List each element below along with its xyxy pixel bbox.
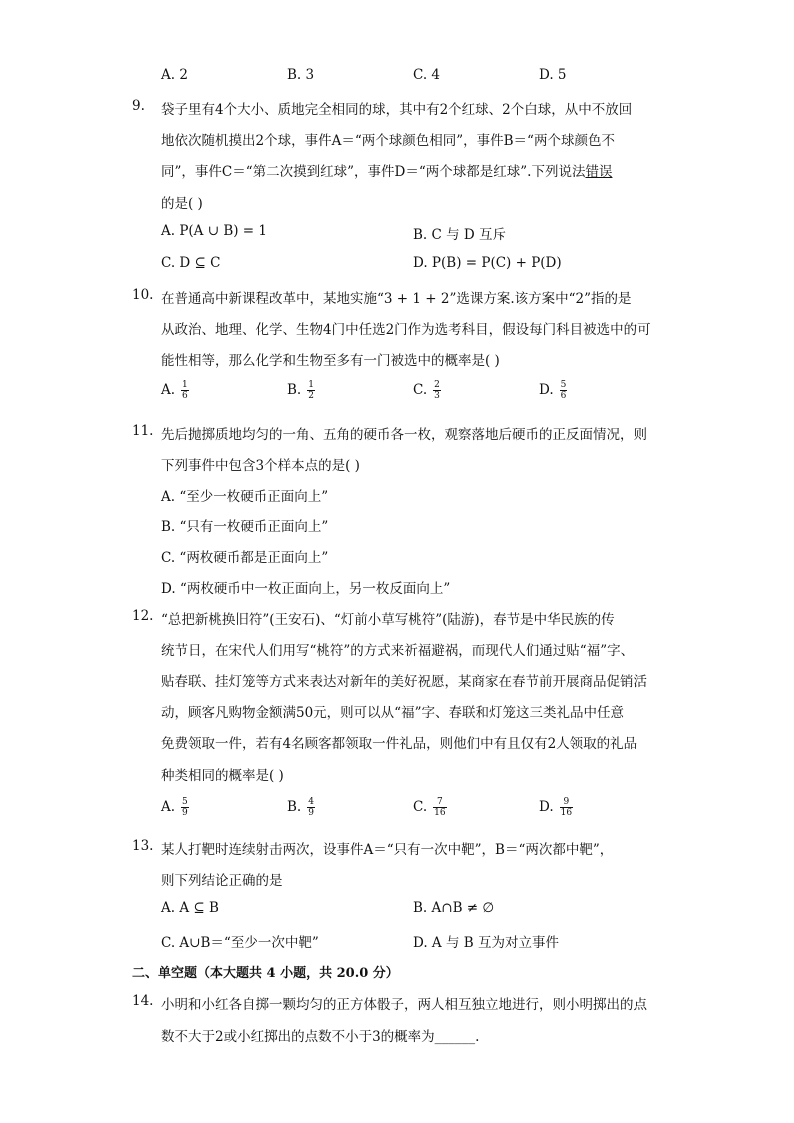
- denominator: 6: [182, 391, 188, 401]
- q11-option-a: A. “至少一枚硬币正面向上”: [161, 489, 329, 505]
- q9-option-d: D. P(B) = P(C) + P(D): [413, 255, 562, 271]
- q12-line-5: 免费领取一件，若有4名顾客都领取一件礼品，则他们中有且仅有2人领取的礼品: [161, 736, 638, 752]
- q9-option-a: A. P(A ∪ B) = 1: [161, 223, 267, 239]
- numerator: 2: [434, 380, 440, 390]
- numerator: 1: [308, 380, 314, 390]
- q13-line-1: 某人打靶时连续射击两次，设事件A＝“只有一次中靶”，B＝“两次都中靶”，: [161, 842, 614, 858]
- q14-line-2: 数不大于2或小红掷出的点数不小于3的概率为______.: [161, 1029, 480, 1045]
- q9-underlined-word: 错误: [585, 164, 613, 180]
- denominator: 3: [434, 391, 440, 401]
- denominator: 6: [560, 391, 567, 401]
- numerator: 5: [560, 380, 567, 390]
- q13-option-b: B. A∩B ≠ ∅: [413, 900, 495, 916]
- q13-line-2: 则下列结论正确的是: [161, 873, 283, 889]
- denominator: 9: [182, 808, 188, 818]
- q9-option-b: B. C 与 D 互斥: [413, 227, 507, 243]
- fraction: [433, 797, 446, 818]
- fraction: [307, 380, 315, 401]
- q8-option-b: B. 3: [287, 67, 315, 83]
- denominator: 9: [308, 808, 314, 818]
- numerator: 5: [182, 797, 188, 807]
- q12-option-c-label: C.: [413, 799, 428, 815]
- q9-option-c: C. D ⊆ C: [161, 255, 221, 271]
- q13-option-c: C. A∪B＝“至少一次中靶”: [161, 935, 319, 951]
- q11-option-c: C. “两枚硬币都是正面向上”: [161, 550, 329, 566]
- q11-line-1: 先后抛掷质地均匀的一角、五角的硬币各一枚，观察落地后硬币的正反面情况，则: [161, 427, 647, 443]
- q12-line-3: 贴春联、挂灯笼等方式来表达对新年的美好祝愿，某商家在春节前开展商品促销活: [161, 674, 647, 690]
- numerator: 9: [563, 797, 570, 807]
- q10-number: 10.: [132, 287, 154, 303]
- numerator: 4: [308, 797, 314, 807]
- denominator: 16: [560, 808, 573, 818]
- q9-line-3: [161, 160, 612, 180]
- section-heading: 二、单空题（本大题共 4 小题，共 20.0 分）: [132, 966, 399, 981]
- q10-option-c: [413, 380, 441, 401]
- fraction: [560, 797, 573, 818]
- q12-option-a: [161, 797, 189, 818]
- q13-number: 13.: [132, 838, 154, 854]
- q11-option-b: B. “只有一枚硬币正面向上”: [161, 519, 329, 535]
- q10-option-d-label: D.: [539, 382, 554, 398]
- q12-option-b-label: B.: [287, 799, 302, 815]
- q12-option-b: [287, 797, 315, 818]
- denominator: 2: [308, 391, 314, 401]
- q13-option-d: D. A 与 B 互为对立事件: [413, 935, 559, 951]
- fraction: [181, 380, 189, 401]
- q10-option-d: [539, 380, 567, 401]
- q10-line-1: 在普通高中新课程改革中，某地实施“3 + 1 + 2”选课方案.该方案中“2”指的是: [161, 291, 632, 307]
- q13-option-a: A. A ⊆ B: [161, 900, 219, 916]
- q12-option-c: [413, 797, 447, 818]
- q10-line-2: 从政治、地理、化学、生物4门中任选2门作为选考科目，假设每门科目被选中的可: [161, 322, 651, 338]
- fraction: [433, 380, 441, 401]
- fraction: [307, 797, 315, 818]
- q11-number: 11.: [132, 423, 154, 439]
- q12-option-d: [539, 797, 573, 818]
- q12-line-4: 动，顾客凡购物金额满50元，则可以从“福”字、春联和灯笼这三类礼品中任意: [161, 705, 624, 721]
- fraction: [181, 797, 189, 818]
- q8-option-c: C. 4: [413, 67, 441, 83]
- q14-line-1: 小明和小红各自掷一颗均匀的正方体骰子，两人相互独立地进行，则小明掷出的点: [161, 997, 647, 1013]
- q12-line-6: 种类相同的概率是( ): [161, 768, 284, 784]
- q14-number: 14.: [132, 993, 154, 1009]
- q11-line-2: 下列事件中包含3个样本点的是( ): [161, 458, 360, 474]
- q10-option-a-label: A.: [161, 382, 176, 398]
- q10-option-a: [161, 380, 189, 401]
- q9-stem-end: 的是( ): [161, 196, 203, 212]
- q9-number: 9.: [132, 98, 145, 114]
- fraction: [560, 380, 568, 401]
- q8-option-d: D. 5: [539, 67, 567, 83]
- q12-option-d-label: D.: [539, 799, 554, 815]
- q10-option-c-label: C.: [413, 382, 428, 398]
- q8-option-a: A. 2: [161, 67, 188, 83]
- numerator: 7: [437, 797, 443, 807]
- q12-number: 12.: [132, 608, 154, 624]
- q12-line-1: “总把新桃换旧符”(王安石)、“灯前小草写桃符”(陆游)，春节是中华民族的传: [161, 612, 615, 628]
- q12-option-a-label: A.: [161, 799, 176, 815]
- q9-line-3-text: 同”，事件C＝“第二次摸到红球”，事件D＝“两个球都是红球”.下列说法: [161, 164, 586, 180]
- q10-line-3: 能性相等，那么化学和生物至多有一门被选中的概率是( ): [161, 353, 500, 369]
- q11-option-d: D. “两枚硬币中一枚正面向上，另一枚反面向上”: [161, 581, 451, 597]
- denominator: 16: [434, 808, 446, 818]
- numerator: 1: [182, 380, 188, 390]
- q10-option-b-label: B.: [287, 382, 302, 398]
- q10-option-b: [287, 380, 315, 401]
- q12-line-2: 统节日，在宋代人们用写“桃符”的方式来祈福避祸，而现代人们通过贴“福”字、: [161, 643, 635, 659]
- q9-line-1: 袋子里有4个大小、质地完全相同的球，其中有2个红球、2个白球，从中不放回: [161, 102, 633, 118]
- q9-line-2: 地依次随机摸出2个球，事件A＝“两个球颜色相同”，事件B＝“两个球颜色不: [161, 133, 615, 149]
